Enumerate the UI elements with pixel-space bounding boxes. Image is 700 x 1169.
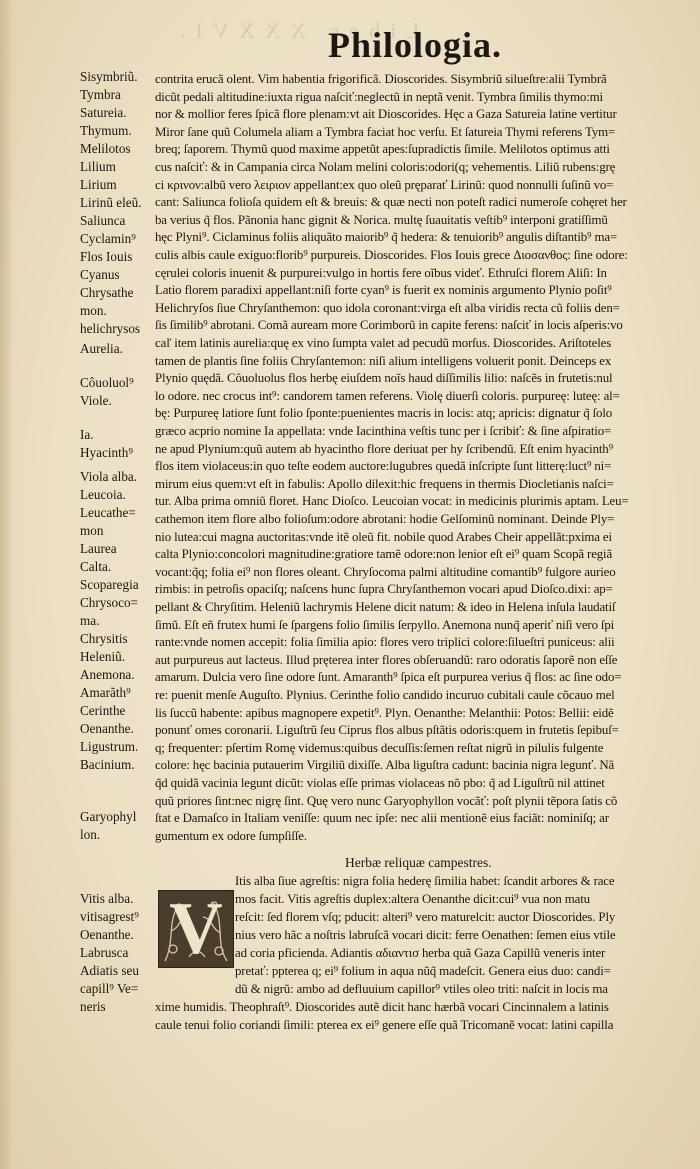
margin-note: Laurea (80, 541, 117, 556)
text-line: flos item violaceus:in quo teſte eodem auctore:lugubres quedã inſcripte ſunt litterę:luct⁹ ni= (155, 459, 612, 474)
text-line: colore: hęc bacinia putauerim Virgiliũ dixiſſe. Alba liguſtra cadunt: bacinia nigra legunť. Nã (155, 758, 615, 773)
text-line: breq; ſaporem. Thymũ quod maxime appetũt apes:ſupradictis ſimile. Melilotos optimus atti (155, 142, 610, 157)
text-line: xime humidis. Theophraſt⁹. Dioscorides autẽ dicit hanc hærbã vocari Cincinnalem a latinis (155, 1000, 609, 1014)
text-line: culis albis caule exiguo:florib⁹ purpureis. Dioscorides. Flos Iouis grece Διοσανθος: ſine odore: (155, 248, 628, 262)
text-line: tur. Alba prima omniũ floret. Hanc Dioſco. Leucoian vocat: in medicinis plurimis aptam. Leu= (155, 494, 629, 509)
text-line: ad coria pficienda. Adiantis αδιαντισ herba quã Gaza Capillũ veneris inter (235, 946, 606, 960)
margin-note: Vitis alba. (80, 891, 134, 906)
text-line: dicũt pedali altitudine:iuxta rigua naſciť:neglectũ in neptã venit. Tymbra ſimilis thymo:mi (155, 89, 603, 104)
margin-note: Oenanthe. (80, 927, 134, 942)
margin-note: Melilotos (80, 141, 131, 156)
margin-note: lon. (80, 827, 101, 842)
margin-note: Flos Iouis (80, 249, 133, 264)
text-line: lo odore. nec crocus int⁹: candorem tamen referens. Violę diuerſi coloris. purpureę: luteę: al= (155, 388, 620, 403)
margin-note: mon (80, 523, 104, 538)
text-line: cathemon item flore albo folioſum:odore abrotani: hodie Gelſominũ nominant. Deinde Ply= (155, 512, 615, 526)
margin-note: Lilium (80, 159, 116, 174)
text-line: ſtat e Damaſco in Italiam veniſſe: quum nec ipſe: nec alii mentionẽ eius faciãt: nominiſq; ar (155, 811, 609, 826)
margin-note: Satureia. (80, 105, 127, 120)
text-line: amarum. Dulcia vero ſine odore ſunt. Amaranth⁹ ſpica eſt purpurea verius q̃ flos: ac ſine odo= (155, 670, 622, 685)
page-gutter-shadow (0, 0, 14, 1169)
text-line: contrita erucã olent. Vim habentia frigorificã. Dioscorides. Sisymbriũ silueſtre:alii Tymbrã (155, 72, 607, 86)
margin-note: Bacinium. (80, 757, 135, 772)
text-line: pellant & Chryſitim. Heleniũ lachrymis Helene dicit natum: & ideo in Helena inſula laudatiſ (155, 600, 616, 614)
text-line: gumentum ex odore ſumpſiſſe. (155, 828, 307, 843)
running-head: Philologia. (328, 25, 503, 65)
margin-note: Anemona. (80, 667, 135, 682)
margin-note: Cyanus (80, 267, 120, 282)
margin-note: Leucathe= (80, 505, 136, 520)
text-line: cęrulei coloris inuenit & purpurei:vulgo in hortis fere oĩbus videť. Ethruſci florem Aliſi: In (155, 265, 607, 280)
text-line: rante:vnde nomen accepit: folia ſimilia apio: flores vero triplici colore:ſilueſtri puniceus: alii (155, 635, 615, 650)
bleed-through-text: Liber XXXVI. (170, 18, 420, 43)
text-line: Latio florem paradixi appellant:niſi forte cyan⁹ is fuerit ex nominis argumento Plynio poſit⁹ (155, 283, 612, 298)
text-line: ci κρινον:albũ vero λειριον appellant:ex quo oleũ pręparať Lirinũ: quod nonnulli ſuſinũ vo= (155, 177, 614, 192)
text-line: cus naſciť: & in Campania circa Nolam melini coloris:odori(q; vehementis. Liliũ rubens:grę (155, 160, 616, 174)
margin-note: Leucoia. (80, 487, 126, 502)
margin-note: helichrysos (80, 321, 141, 336)
text-line: nio lutea:cui magna auctoritas:vnde itẽ oleũ fit. nobile quod Arabes Cheir appellãt:pxima ei (155, 529, 612, 544)
text-line: Itis alba ſiue agreſtis: nigra folia hederę ſimilia habet: ſcandit arbores & race (235, 874, 615, 888)
drop-cap-letter: V (169, 890, 223, 968)
text-line: quũ priores ſint:nec nigrę ſint. Quę vero nunc Garyophyllon vocãť: poſt plynii tẽpora ſatis cõ (155, 793, 618, 808)
margin-note: Viola alba. (80, 469, 138, 484)
text-line: caule tenui folio coriandi ſimili: pterea ex ei⁹ genere eſſe quã Tricomanẽ vocat: latini capilla (155, 1018, 614, 1032)
margin-note: ma. (80, 613, 100, 628)
text-line: Helichryſos ſiue Chryſanthemon: quo idola coronant:virga eſt alba viridis recta cũ foliis den= (155, 300, 620, 315)
text-line: mos facit. Vitis agreſtis duplex:altera Oenanthe dicit:cui⁹ vua non matu (235, 892, 590, 906)
margin-note: neris (80, 999, 106, 1014)
text-line: q; frequenter: pſertim Romę videmus:quibus decuſſis:ſemen reſtat nigrũ in pilulis fulgente (155, 740, 604, 755)
text-line: lis ſuccũ habente: apibus magnopere expetit⁹. Plyn. Oenanthe: Melanthii: Potos: Bellii: eidẽ (155, 705, 614, 720)
margin-note: Tymbra (80, 87, 121, 102)
text-line: hęc Plyni⁹. Ciclaminus foliis aliquãto maiorib⁹ q̃ hedera: & tenuiorib⁹ angulis diſtantib⁹ ma= (155, 230, 618, 245)
text-line: caľ item latinis aurelia:quę ex vino ſumpta valet ad pecudũ morſus. Dioscorides. Ariſtoteles (155, 336, 612, 350)
text-line: ponunť omes coronarii. Liguſtrũ ſeu Ciprus flos albus pſtãtis odoris:quem in frutetis ſepibuſ= (155, 723, 619, 738)
margin-note: Cyclamin⁹ (80, 231, 136, 246)
text-line: q̃d quidã vacinia legunt dicũt: violas eſſe primas violaceas nõ pbo: q̃ ad Liguſtrũ nil attinet (155, 776, 605, 790)
margin-note: Chrysitis (80, 631, 128, 646)
margin-note: Hyacinth⁹ (80, 445, 133, 460)
text-line: nor & mollior feres ſpicã flore plenam:vt ait Dioscorides. Hęc a Gaza Satureia latine vertitur (155, 107, 617, 122)
text-line: ne apud Plynium:quũ autem ab hyacintho flore deriuat per hy ſcribendũ. Eſt enim hyacinth⁹ (155, 441, 613, 456)
margin-note: Amarãth⁹ (80, 685, 131, 700)
text-line: re: puenit menſe Auguſto. Plynius. Cerinthe folio candido incuruo cubitali caule cõcauo mel (155, 688, 615, 702)
text-line: ſis ſimilib⁹ abrotani. Comã auream more Corimborũ in capite ferens: naſciť in locis aſperis:vo (155, 318, 623, 333)
text-line: nius vero hãc a noſtris labruſcã vocari dicit: ferre Oenathen: ſemen eius vtile (235, 928, 616, 942)
section-subheading: Herbæ reliquæ campestres. (345, 855, 492, 870)
text-line: græco acprio nomine Ia appellata: vnde Iacinthina veſtis tunc per i ſcribiť: & ſine aſpiratio= (155, 424, 612, 438)
historiated-initial (158, 890, 234, 968)
text-line: vocant:q̃q; folia ei⁹ non flores oleant. Chryſocoma palmi altitudine comantib⁹ fulgore aurieo (155, 564, 616, 579)
text-line: pretať: ppterea q; ei⁹ folium in aqua nũq̃ madeſcit. Genera eius duo: candi= (235, 964, 611, 978)
text-line: ba verius q̃ flos. Pãnonia hanc gignit & Norica. multę ſuauitatis veſtib⁹ interponi gratiſſimũ (155, 212, 608, 227)
text-line: mirum eius quem:vt eſt in fabulis: Apollo dilexit:hic frequens in thermis Diocletianis naſci= (155, 476, 614, 491)
text-line: Plynio quędã. Côuoluolus flos herbę eiuſdem noĩs haud diſſimilis lilio: naſcẽs in frutetis:nul (155, 371, 613, 386)
margin-note: Viole. (80, 393, 112, 408)
margin-note: Scoparegia (80, 577, 139, 592)
text-line: tamen de plantis ſine foliis Chryſantemon: niſi alium intelligens voluerit ponit. Deinceps ex (155, 353, 612, 368)
margin-note: Heleniũ. (80, 649, 126, 664)
margin-note: Thymum. (80, 123, 132, 138)
text-line: calta Plynio:concolori magnitudine:gratiore tamẽ odore:non lenior eſt ei⁹ quam Scopã regiã (155, 547, 613, 562)
text-line: Miror ſane quũ Columela aliam a Tymbra faciat hoc verſu. Et ſatureia Thymi referens Tym= (155, 124, 616, 139)
text-line: cant: Saliunca folioſa quidem eſt & breuis: & quæ necti non poteſt radici numeroſe cohęret her (155, 195, 627, 210)
margin-note: mon. (80, 303, 107, 318)
margin-note: Garyophyl (80, 809, 137, 824)
margin-note: Sisymbriũ. (80, 69, 138, 84)
margin-note: Lirinũ eleũ. (80, 195, 142, 210)
margin-note: capill⁹ Ve= (80, 981, 139, 996)
margin-note: Oenanthe. (80, 721, 134, 736)
text-line: ſimũ. Eſt eñ frutex humi ſe ſpargens folio ſimilis ſerpyllo. Anemona nunq̃ aperiť niſi vero ſpi (155, 617, 615, 632)
margin-note: Calta. (80, 559, 112, 574)
margin-note: Côuoluol⁹ (80, 375, 134, 390)
margin-note: Labrusca (80, 945, 129, 960)
margin-note: Cerinthe (80, 703, 126, 718)
margin-note: Saliunca (80, 213, 126, 228)
text-line: rimbis: in petroſis opaciſq; naſcens hunc ſupra Chryſanthemon vocari apud Dioſco.dixi: ap= (155, 582, 613, 597)
margin-note: Ligustrum. (80, 739, 139, 754)
margin-note: vitisagrest⁹ (80, 909, 139, 924)
text-line: dũ & nigrũ: ambo ad defluuium capillor⁹ vtiles oleo triti: naſcit in locis ma (235, 982, 608, 996)
margin-note: Chrysathe (80, 285, 134, 300)
text-line: reſcit: ſed florem vſq; pducit: alteri⁹ vero maturelcit: auctor Dioscorides. Ply (235, 910, 616, 924)
margin-note: Ia. (80, 427, 94, 442)
text-line: aut purpureus aut lacteus. Illud pręterea inter flores obſeruandũ: raro odoratis ſaporẽ non eſſe (155, 652, 618, 667)
margin-note: Aurelia. (80, 341, 123, 356)
margin-note: Lirium (80, 177, 117, 192)
margin-note: Chrysoco= (80, 595, 138, 610)
text-line: bę: Purpureę latiore ſunt folio ſponte:puenientes macris in locis: atq; apricis: dignatur q̃ ſolo (155, 406, 613, 421)
margin-note: Adiatis seu (80, 963, 139, 978)
